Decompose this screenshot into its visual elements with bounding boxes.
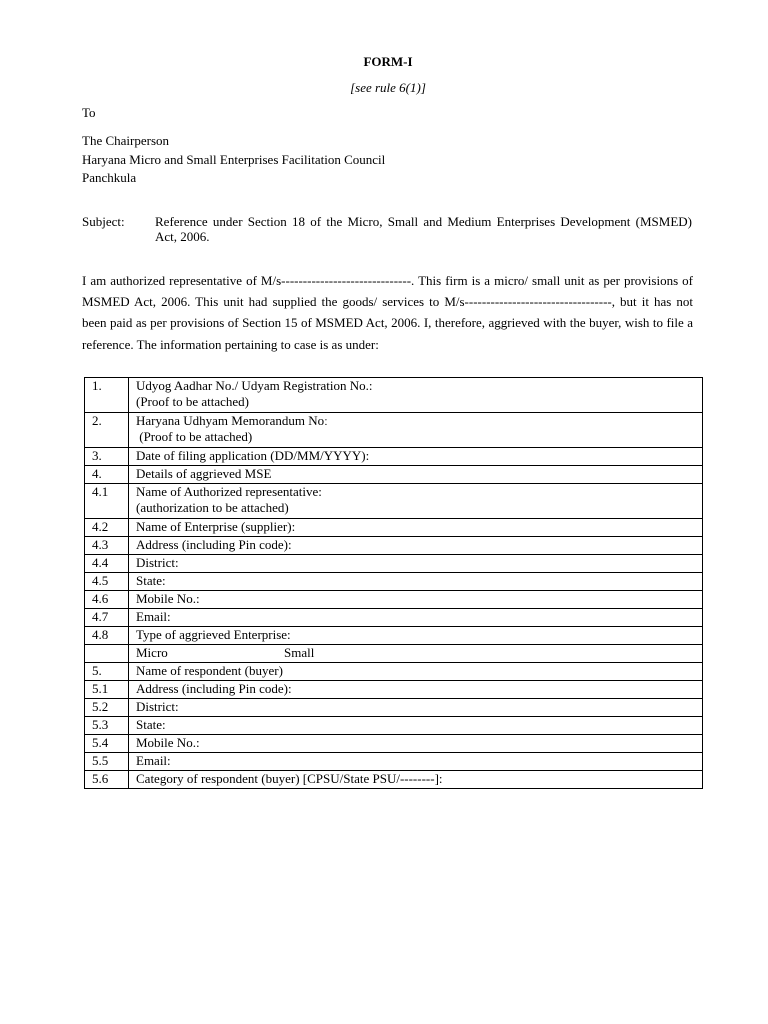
field-note: (authorization to be attached) — [136, 500, 289, 515]
row-number: 5.5 — [85, 753, 129, 771]
field-label: Udyog Aadhar No./ Udyam Registration No.: — [136, 378, 373, 393]
row-number: 5.2 — [85, 699, 129, 717]
table-row — [85, 681, 703, 699]
row-number: 5.3 — [85, 717, 129, 735]
field-label: Email: — [129, 609, 703, 627]
row-number: 3. — [85, 448, 129, 466]
field-label: District: — [129, 699, 703, 717]
row-number: 4. — [85, 466, 129, 484]
enterprise-type-options — [129, 645, 703, 663]
table-row — [85, 537, 703, 555]
field-label: Name of Authorized representative: — [136, 484, 322, 499]
table-row — [85, 663, 703, 681]
row-number: 4.5 — [85, 573, 129, 591]
field-label: Name of respondent (buyer) — [129, 663, 703, 681]
table-row — [85, 645, 703, 663]
field-label: Type of aggrieved Enterprise: — [129, 627, 703, 645]
field-label: Details of aggrieved MSE — [129, 466, 703, 484]
table-row — [85, 555, 703, 573]
row-number: 4.4 — [85, 555, 129, 573]
row-field — [129, 378, 703, 413]
table-row — [85, 378, 703, 413]
field-label: Date of filing application (DD/MM/YYYY): — [129, 448, 703, 466]
body-paragraph: I am authorized representative of M/s------------------------------. This firm is a micro/ small unit as per provisions of MSMED Act, 2006. This unit had supplied the goods/ services to M/s----------------------------------, but it has not been paid as per provisions of Section 15 of MSMED Act, 2006. I, therefore, aggrieved with the buyer, wish to file a reference. The information pertaining to case is as under: — [82, 273, 693, 352]
field-label: State: — [129, 717, 703, 735]
row-field — [129, 413, 703, 448]
to-label: To — [82, 105, 96, 120]
field-note: (Proof to be attached) — [136, 429, 253, 444]
row-number: 4.2 — [85, 519, 129, 537]
table-row — [85, 519, 703, 537]
recipient-line-2: Haryana Micro and Small Enterprises Facilitation Council — [82, 151, 386, 167]
row-number: 5.1 — [85, 681, 129, 699]
table-row — [85, 413, 703, 448]
table-row — [85, 466, 703, 484]
table-row — [85, 717, 703, 735]
field-label: Mobile No.: — [129, 591, 703, 609]
row-number: 4.8 — [85, 627, 129, 645]
field-label: District: — [129, 555, 703, 573]
table-row — [85, 627, 703, 645]
row-number: 1. — [85, 378, 129, 413]
table-row — [85, 771, 703, 789]
subject-text: Reference under Section 18 of the Micro, Small and Medium Enterprises Development (MSMED) Act, 2006. — [155, 214, 692, 244]
table-row — [85, 591, 703, 609]
field-label: Email: — [129, 753, 703, 771]
recipient-line-3: Panchkula — [82, 170, 137, 185]
field-note: (Proof to be attached) — [136, 394, 249, 409]
row-number: 5.6 — [85, 771, 129, 789]
details-table — [84, 377, 703, 789]
table-row — [85, 609, 703, 627]
row-number — [85, 645, 129, 663]
field-label: Haryana Udhyam Memorandum Noː — [136, 413, 328, 428]
subject-label: Subject: — [82, 214, 125, 229]
row-number: 4.3 — [85, 537, 129, 555]
table-row — [85, 573, 703, 591]
field-label: Category of respondent (buyer) [CPSU/State PSU/--------]: — [129, 771, 703, 789]
row-number: 4.6 — [85, 591, 129, 609]
table-row — [85, 753, 703, 771]
row-number: 2. — [85, 413, 129, 448]
table-row — [85, 735, 703, 753]
row-number: 5.4 — [85, 735, 129, 753]
field-label: Address (including Pin code): — [129, 537, 703, 555]
recipient-address — [82, 132, 385, 188]
field-label: Name of Enterprise (supplier): — [129, 519, 703, 537]
form-rule-reference: [see rule 6(1)] — [350, 80, 426, 95]
row-field — [129, 484, 703, 519]
row-number: 4.1 — [85, 484, 129, 519]
field-label: State: — [129, 573, 703, 591]
form-title: FORM-I — [363, 54, 413, 69]
option-small[interactable]: Small — [284, 645, 315, 660]
field-label: Mobile No.: — [129, 735, 703, 753]
table-row — [85, 484, 703, 519]
field-label: Address (including Pin code): — [129, 681, 703, 699]
row-number: 5. — [85, 663, 129, 681]
row-number: 4.7 — [85, 609, 129, 627]
table-row — [85, 699, 703, 717]
recipient-line-1: The Chairperson — [82, 133, 170, 148]
option-micro[interactable]: Micro — [136, 645, 168, 660]
table-row — [85, 448, 703, 466]
